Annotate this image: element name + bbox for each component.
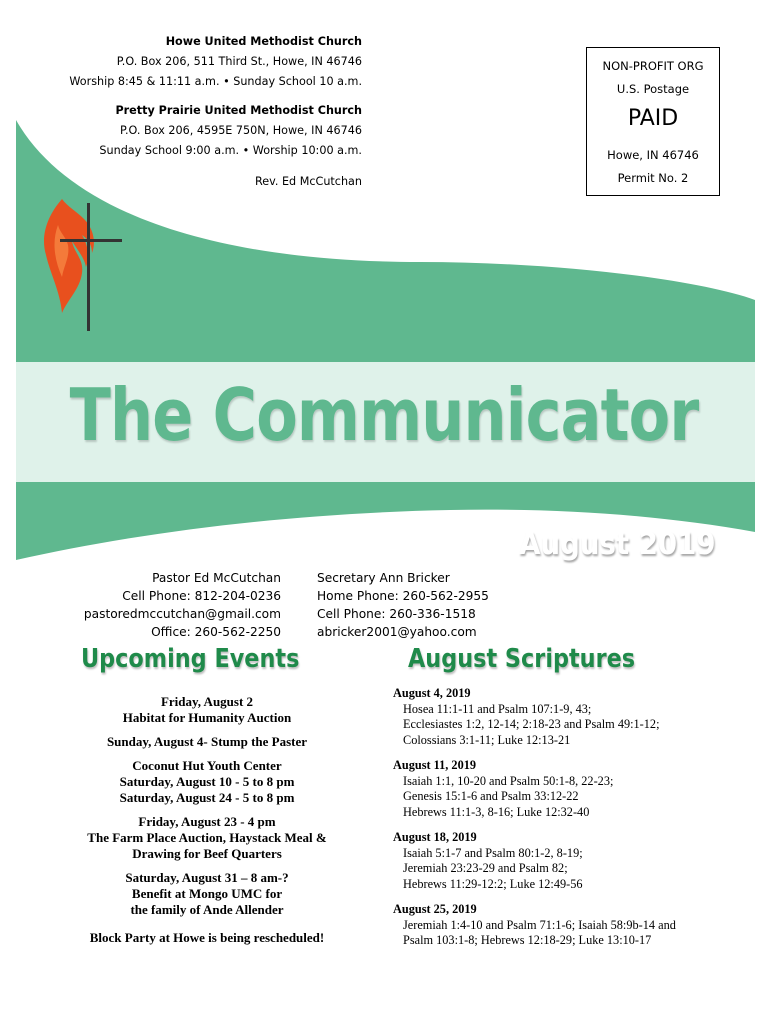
postage-permit: Permit No. 2 — [617, 171, 689, 185]
secretary-cell: Cell Phone: 260-336-1518 — [317, 607, 476, 621]
scripture-reading: Jeremiah 1:4-10 and Psalm 71:1-6; Isaiah 58:9b-14 and — [403, 917, 676, 932]
event-line: Habitat for Humanity Auction — [122, 710, 292, 725]
event-line: Friday, August 2 — [160, 694, 254, 709]
scriptures-list — [393, 686, 733, 959]
postage-paid: PAID — [627, 106, 679, 131]
events-heading: Upcoming Events — [81, 644, 300, 674]
postage-city: Howe, IN 46746 — [607, 148, 699, 162]
scriptures-heading: August Scriptures — [408, 644, 636, 674]
scripture-reading: Isaiah 1:1, 10-20 and Psalm 50:1-8, 22-23; — [403, 773, 614, 788]
secretary-home: Home Phone: 260-562-2955 — [317, 589, 489, 603]
scripture-date: August 11, 2019 — [393, 758, 477, 772]
event-item — [62, 694, 352, 726]
newsletter-title: The Communicator — [69, 373, 699, 457]
church1-address: P.O. Box 206, 511 Third St., Howe, IN 46746 — [116, 55, 362, 68]
event-line: Saturday, August 10 - 5 to 8 pm — [119, 774, 295, 789]
pastor-cell: Cell Phone: 812-204-0236 — [122, 589, 281, 603]
scripture-date: August 4, 2019 — [393, 686, 471, 700]
scripture-week — [393, 686, 733, 748]
church2-name: Pretty Prairie United Methodist Church — [115, 104, 362, 117]
scripture-reading: Psalm 103:1-8; Hebrews 12:18-29; Luke 13:10-17 — [403, 933, 652, 947]
scripture-reading: Jeremiah 23:23-29 and Psalm 82; — [403, 861, 568, 875]
cross-horizontal-icon — [60, 239, 122, 242]
event-line: Saturday, August 24 - 5 to 8 pm — [119, 790, 295, 805]
church1-schedule: Worship 8:45 & 11:11 a.m. • Sunday School 10 a.m. — [69, 75, 362, 88]
event-line: Block Party at Howe is being rescheduled! — [89, 930, 325, 945]
scripture-reading: Colossians 3:1-11; Luke 12:13-21 — [403, 732, 571, 747]
scripture-week — [393, 830, 733, 892]
event-line: Friday, August 23 - 4 pm — [138, 814, 276, 829]
scripture-reading: Isaiah 5:1-7 and Psalm 80:1-2, 8-19; — [403, 845, 583, 860]
secretary-email[interactable]: abricker2001@yahoo.com — [317, 625, 477, 639]
event-item — [62, 734, 352, 750]
event-line: Saturday, August 31 – 8 am-? — [125, 870, 289, 885]
pastor-office: Office: 260-562-2250 — [151, 625, 281, 639]
pastor-email[interactable]: pastoredmccutchan@gmail.com — [83, 607, 281, 621]
event-line: the family of Ande Allender — [130, 902, 284, 917]
event-line: Drawing for Beef Quarters — [132, 846, 282, 861]
secretary-name: Secretary Ann Bricker — [317, 571, 450, 585]
event-item — [62, 930, 352, 946]
event-item — [62, 814, 352, 862]
event-item — [62, 870, 352, 918]
scripture-reading: Hebrews 11:1-3, 8-16; Luke 12:32-40 — [403, 804, 590, 819]
event-line: Sunday, August 4- Stump the Paster — [106, 734, 308, 749]
scripture-week — [393, 758, 733, 820]
pastor-name: Rev. Ed McCutchan — [254, 175, 362, 188]
scripture-week — [393, 902, 733, 949]
scripture-date: August 18, 2019 — [393, 830, 477, 844]
church2-address: P.O. Box 206, 4595E 750N, Howe, IN 46746 — [120, 124, 362, 137]
cross-and-flame-logo — [38, 195, 128, 335]
secretary-contact — [317, 569, 489, 641]
church1-info — [69, 32, 362, 92]
pastor-contact-name: Pastor Ed McCutchan — [152, 571, 281, 585]
event-line: Benefit at Mongo UMC for — [131, 886, 283, 901]
scripture-reading: Hebrews 11:29-12:2; Luke 12:49-56 — [403, 876, 583, 891]
flame-icon — [44, 199, 94, 313]
event-line: The Farm Place Auction, Haystack Meal & — [87, 830, 327, 845]
postage-org: NON-PROFIT ORG — [602, 59, 704, 73]
issue-date: August 2019 — [519, 527, 716, 562]
event-line: Coconut Hut Youth Center — [132, 758, 282, 773]
cross-vertical-icon — [87, 203, 90, 331]
events-list — [62, 694, 352, 946]
church1-name: Howe United Methodist Church — [165, 35, 362, 48]
postage-indicia — [586, 47, 720, 196]
event-item — [62, 758, 352, 806]
scripture-reading: Genesis 15:1-6 and Psalm 33:12-22 — [403, 789, 579, 803]
postage-type: U.S. Postage — [616, 82, 690, 96]
scripture-reading: Ecclesiastes 1:2, 12-14; 2:18-23 and Psalm 49:1-12; — [403, 717, 660, 731]
scripture-reading: Hosea 11:1-11 and Psalm 107:1-9, 43; — [403, 701, 592, 716]
church2-schedule: Sunday School 9:00 a.m. • Worship 10:00 a.m. — [99, 144, 362, 157]
scripture-date: August 25, 2019 — [393, 902, 477, 916]
church2-info — [99, 101, 362, 161]
pastor-contact — [84, 569, 281, 641]
